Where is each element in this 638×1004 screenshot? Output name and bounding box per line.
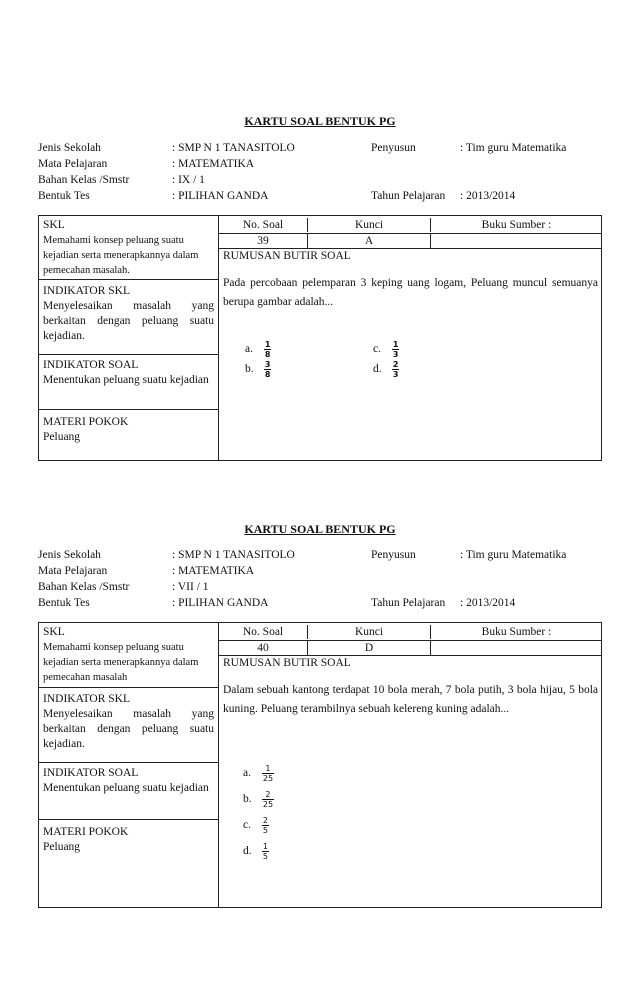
option-b: [243, 790, 274, 809]
numerator: 2: [262, 816, 268, 825]
option-b: [245, 360, 271, 379]
fraction: [262, 790, 274, 809]
bahan-kelas-value: : VII / 1: [172, 581, 209, 593]
denominator: 8: [264, 370, 271, 379]
question-text: Pada percobaan pelemparan 3 keping uang logam, Peluang muncul semuanya berupa gambar adalah...: [223, 277, 598, 308]
mata-pelajaran-value: : MATEMATIKA: [172, 158, 255, 170]
option-d: [243, 842, 269, 861]
bahan-kelas-label: Bahan Kelas /Smstr: [38, 581, 130, 593]
option-a: [245, 340, 271, 359]
option-label: a.: [245, 343, 253, 356]
bahan-kelas-value: : IX / 1: [172, 174, 205, 186]
option-d: [373, 360, 399, 379]
option-label: c.: [243, 819, 251, 832]
header-labels-row: [219, 625, 602, 639]
materi-pokok-label: MATERI POKOK: [43, 416, 129, 428]
tahun-pelajaran-label: Tahun Pelajaran: [371, 190, 446, 202]
mata-pelajaran-label: Mata Pelajaran: [38, 158, 108, 170]
option-a: [243, 764, 274, 783]
denominator: 5: [262, 852, 268, 861]
skl-section: [39, 218, 218, 276]
penyusun-value: : Tim guru Matematika: [460, 142, 567, 154]
numerator: 1: [264, 340, 271, 349]
card-title: KARTU SOAL BENTUK PG: [244, 114, 396, 128]
tahun-pelajaran-value: : 2013/2014: [460, 597, 516, 609]
indikator-skl-text: Menyelesaikan masalah yang berkaitan dengan peluang suatu kejadian.: [43, 300, 214, 342]
materi-pokok-section: [39, 819, 218, 907]
kunci-label: Kunci: [308, 218, 431, 232]
rumusan-section: [219, 248, 602, 460]
denominator: 3: [392, 350, 399, 359]
materi-pokok-section: [39, 409, 218, 460]
numerator: 2: [392, 360, 399, 369]
bentuk-tes-label: Bentuk Tes: [38, 597, 90, 609]
option-label: d.: [243, 845, 252, 858]
penyusun-label: Penyusun: [371, 142, 416, 154]
jenis-sekolah-value: : SMP N 1 TANASITOLO: [172, 549, 295, 561]
question-table: [38, 215, 602, 461]
left-column: [39, 623, 219, 907]
numerator: 1: [262, 842, 268, 851]
card-title: KARTU SOAL BENTUK PG: [244, 522, 396, 536]
bentuk-tes-value: : PILIHAN GANDA: [172, 597, 269, 609]
card-info: [38, 142, 602, 206]
indikator-soal-text: Menentukan peluang suatu kejadian: [43, 782, 209, 794]
materi-pokok-text: Peluang: [43, 431, 81, 443]
penyusun-value: : Tim guru Matematika: [460, 549, 567, 561]
header-values-row: [219, 233, 602, 248]
mata-pelajaran-label: Mata Pelajaran: [38, 565, 108, 577]
skl-text: Memahami konsep peluang suatu kejadian serta menerapkannya dalam pemecahan masalah: [43, 642, 199, 683]
right-column: [219, 216, 601, 460]
denominator: 3: [392, 370, 399, 379]
right-column: [219, 623, 601, 907]
penyusun-label: Penyusun: [371, 549, 416, 561]
no-soal-value: 39: [219, 234, 308, 248]
numerator: 1: [265, 764, 271, 773]
kunci-value: D: [308, 641, 431, 655]
option-label: b.: [245, 363, 254, 376]
jenis-sekolah-label: Jenis Sekolah: [38, 549, 101, 561]
skl-section: [39, 625, 218, 689]
option-label: b.: [243, 793, 252, 806]
kunci-value: A: [308, 234, 431, 248]
rumusan-label: RUMUSAN BUTIR SOAL: [223, 250, 351, 262]
materi-pokok-label: MATERI POKOK: [43, 826, 129, 838]
fraction: [262, 816, 269, 835]
fraction: [392, 340, 400, 359]
bentuk-tes-label: Bentuk Tes: [38, 190, 90, 202]
option-label: c.: [373, 343, 381, 356]
denominator: 8: [264, 350, 271, 359]
indikator-skl-section: [39, 687, 218, 763]
mata-pelajaran-value: : MATEMATIKA: [172, 565, 255, 577]
skl-text: Memahami konsep peluang suatu kejadian serta menerapkannya dalam pemecahan masalah.: [43, 235, 199, 276]
jenis-sekolah-label: Jenis Sekolah: [38, 142, 101, 154]
indikator-soal-label: INDIKATOR SOAL: [43, 767, 139, 779]
tahun-pelajaran-value: : 2013/2014: [460, 190, 516, 202]
indikator-soal-text: Menentukan peluang suatu kejadian: [43, 374, 209, 386]
indikator-skl-text: Menyelesaikan masalah yang berkaitan dengan peluang suatu kejadian.: [43, 708, 214, 750]
buku-sumber-label: Buku Sumber :: [481, 219, 552, 231]
skl-label: SKL: [43, 219, 65, 231]
fraction: [262, 842, 269, 861]
buku-sumber-value: [431, 234, 602, 248]
no-soal-label: No. Soal: [219, 218, 308, 232]
denominator: 25: [262, 774, 274, 783]
rumusan-label: RUMUSAN BUTIR SOAL: [223, 657, 351, 669]
option-label: d.: [373, 363, 382, 376]
header-values-row: [219, 640, 602, 655]
no-soal-label: No. Soal: [219, 625, 308, 639]
indikator-soal-section: [39, 762, 218, 824]
question-table: [38, 622, 602, 908]
buku-sumber-value: [431, 641, 602, 655]
left-column: [39, 216, 219, 460]
tahun-pelajaran-label: Tahun Pelajaran: [371, 597, 446, 609]
denominator: 5: [262, 826, 268, 835]
kunci-label: Kunci: [308, 625, 431, 639]
jenis-sekolah-value: : SMP N 1 TANASITOLO: [172, 142, 295, 154]
fraction: [264, 360, 272, 379]
denominator: 25: [262, 800, 274, 809]
indikator-skl-label: INDIKATOR SKL: [43, 693, 130, 705]
bentuk-tes-value: : PILIHAN GANDA: [172, 190, 269, 202]
fraction: [262, 764, 274, 783]
option-label: a.: [243, 767, 251, 780]
materi-pokok-text: Peluang: [43, 841, 81, 853]
indikator-soal-section: [39, 354, 218, 414]
card-info: [38, 549, 602, 613]
question-card-1: [38, 112, 602, 462]
option-c: [373, 340, 399, 359]
no-soal-value: 40: [219, 641, 308, 655]
bahan-kelas-label: Bahan Kelas /Smstr: [38, 174, 130, 186]
question-text: Dalam sebuah kantong terdapat 10 bola merah, 7 bola putih, 3 bola hijau, 5 bola kuning. Peluang terambilnya sebuah kelereng kuning adalah...: [223, 684, 598, 715]
rumusan-section: [219, 655, 602, 907]
indikator-soal-label: INDIKATOR SOAL: [43, 359, 139, 371]
question-card-2: [38, 520, 602, 908]
indikator-skl-label: INDIKATOR SKL: [43, 285, 130, 297]
numerator: 3: [264, 360, 271, 369]
skl-label: SKL: [43, 626, 65, 638]
header-labels-row: [219, 218, 602, 232]
fraction: [264, 340, 272, 359]
numerator: 1: [392, 340, 399, 349]
fraction: [392, 360, 400, 379]
numerator: 2: [265, 790, 271, 799]
buku-sumber-label: Buku Sumber :: [481, 626, 552, 638]
option-c: [243, 816, 269, 835]
